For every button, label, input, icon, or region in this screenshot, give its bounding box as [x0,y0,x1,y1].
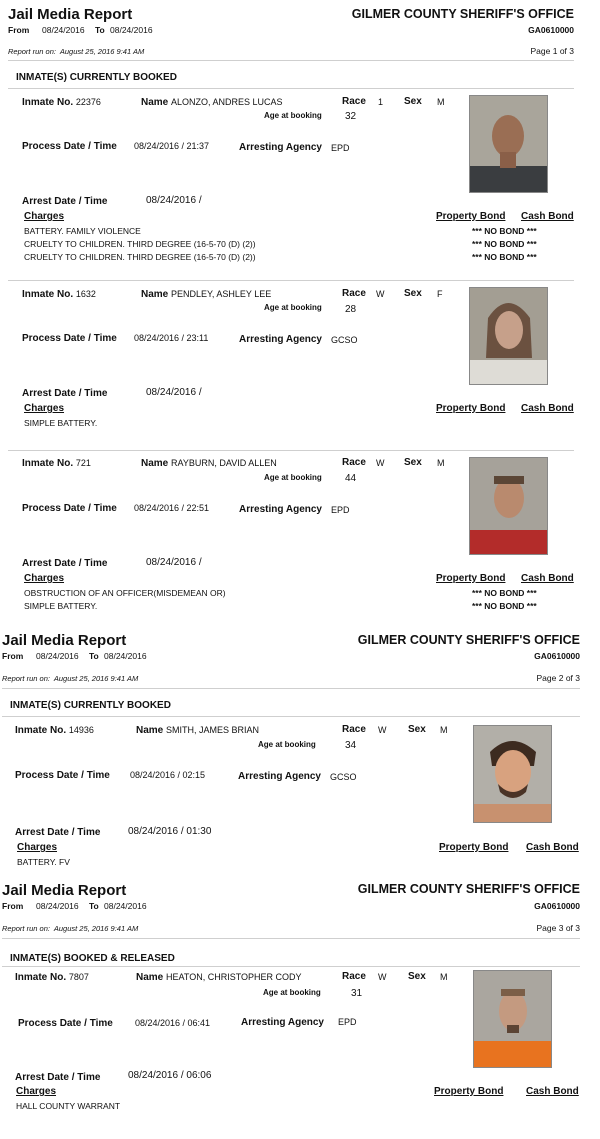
race-value: 1 [378,97,384,107]
age-value: 32 [345,111,357,122]
arrest-value: 08/24/2016 / [146,387,202,398]
property-bond-label: Property Bond [436,211,506,222]
arrest-label: Arrest Date / Time [22,196,108,207]
arrest-label: Arrest Date / Time [22,558,108,569]
age-value: 34 [345,740,357,751]
sex-value: M [437,458,445,468]
property-bond-label: Property Bond [436,403,506,414]
sex-label: Sex [404,457,422,468]
charge-item: BATTERY. FAMILY VIOLENCE [24,226,141,236]
process-label: Process Date / Time [22,333,117,344]
inmate-no-label: Inmate No. 14936 [15,725,94,736]
age-label: Age at booking [264,111,322,120]
sex-label: Sex [404,96,422,107]
charge-item: HALL COUNTY WARRANT [16,1101,121,1111]
page-number: Page 1 of 3 [530,46,574,56]
section-title: INMATE(S) CURRENTLY BOOKED [10,700,171,711]
from-label: From [2,651,24,661]
process-value: 08/24/2016 / 02:15 [130,770,206,780]
race-label: Race [342,457,366,468]
name-field: Name HEATON, CHRISTOPHER CODY [136,972,302,983]
agency-label: Arresting Agency [239,142,322,153]
charge-item: OBSTRUCTION OF AN OFFICER(MISDEMEAN OR) [24,588,226,598]
report-run-on: Report run on: August 25, 2016 9:41 AM [2,924,139,933]
age-value: 44 [345,473,357,484]
charge-item: CRUELTY TO CHILDREN. THIRD DEGREE (16-5-70 (D) (2)) [24,252,256,262]
from-date: 08/24/2016 [36,901,79,911]
to-label: To [95,25,105,35]
arrest-value: 08/24/2016 / 01:30 [128,826,212,837]
agency-label: Arresting Agency [238,771,321,782]
arrest-value: 08/24/2016 / [146,195,202,206]
mugshot-image [469,95,548,193]
charges-label: Charges [24,403,65,414]
process-value: 08/24/2016 / 22:51 [134,503,210,513]
race-label: Race [342,288,366,299]
sex-value: M [440,972,448,982]
process-value: 08/24/2016 / 06:41 [135,1018,211,1028]
office-name: GILMER COUNTY SHERIFF'S OFFICE [351,7,574,21]
race-value: W [378,725,387,735]
report-run-on: Report run on: August 25, 2016 9:41 AM [2,674,139,683]
mugshot-image [469,457,548,555]
from-date: 08/24/2016 [42,25,85,35]
inmate-no-label: Inmate No. 7807 [15,972,89,983]
agency-value: GCSO [330,772,357,782]
charge-item: BATTERY. FV [17,857,70,867]
office-name: GILMER COUNTY SHERIFF'S OFFICE [357,633,580,647]
inmate-no-label: Inmate No. 1632 [22,289,96,300]
property-bond-label: Property Bond [436,573,506,584]
sex-label: Sex [408,971,426,982]
page-number: Page 2 of 3 [536,673,580,683]
age-value: 28 [345,304,357,315]
report-title: Jail Media Report [2,632,127,649]
sex-value: M [437,97,445,107]
sex-label: Sex [404,288,422,299]
ori-code: GA0610000 [534,651,580,661]
name-field: Name RAYBURN, DAVID ALLEN [141,458,277,469]
name-field: Name ALONZO, ANDRES LUCAS [141,97,283,108]
agency-value: EPD [331,143,350,153]
name-field: Name PENDLEY, ASHLEY LEE [141,289,272,300]
age-label: Age at booking [264,303,322,312]
report-run-on: Report run on: August 25, 2016 9:41 AM [8,47,145,56]
to-date: 08/24/2016 [104,651,147,661]
agency-label: Arresting Agency [241,1017,324,1028]
bond-status: *** NO BOND *** [472,226,537,236]
race-label: Race [342,724,366,735]
bond-status: *** NO BOND *** [472,588,537,598]
sex-value: F [437,289,443,299]
agency-label: Arresting Agency [239,504,322,515]
arrest-label: Arrest Date / Time [15,1072,101,1083]
section-title: INMATE(S) BOOKED & RELEASED [10,953,175,964]
race-value: W [376,458,385,468]
age-label: Age at booking [258,740,316,749]
arrest-label: Arrest Date / Time [22,388,108,399]
from-label: From [8,25,30,35]
mugshot-image [469,287,548,385]
cash-bond-label: Cash Bond [526,842,579,853]
from-label: From [2,901,24,911]
race-label: Race [342,971,366,982]
process-label: Process Date / Time [22,503,117,514]
report-title: Jail Media Report [8,6,133,23]
cash-bond-label: Cash Bond [521,211,574,222]
charge-item: SIMPLE BATTERY. [24,418,98,428]
charges-label: Charges [16,1086,57,1097]
arrest-label: Arrest Date / Time [15,827,101,838]
race-value: W [378,972,387,982]
bond-status: *** NO BOND *** [472,252,537,262]
agency-value: EPD [331,505,350,515]
charges-label: Charges [24,573,65,584]
to-date: 08/24/2016 [110,25,153,35]
charges-label: Charges [17,842,58,853]
process-value: 08/24/2016 / 23:11 [134,333,209,343]
process-value: 08/24/2016 / 21:37 [134,141,210,151]
name-field: Name SMITH, JAMES BRIAN [136,725,260,736]
to-label: To [89,901,99,911]
property-bond-label: Property Bond [439,842,509,853]
process-label: Process Date / Time [15,770,110,781]
age-label: Age at booking [264,473,322,482]
cash-bond-label: Cash Bond [526,1086,579,1097]
property-bond-label: Property Bond [434,1086,504,1097]
charge-item: CRUELTY TO CHILDREN. THIRD DEGREE (16-5-70 (D) (2)) [24,239,256,249]
ori-code: GA0610000 [528,25,574,35]
to-label: To [89,651,99,661]
bond-status: *** NO BOND *** [472,239,537,249]
page-number: Page 3 of 3 [536,923,580,933]
sex-value: M [440,725,448,735]
inmate-no-label: Inmate No. 22376 [22,97,101,108]
agency-value: GCSO [331,335,358,345]
charges-label: Charges [24,211,65,222]
mugshot-image [473,725,552,823]
cash-bond-label: Cash Bond [521,573,574,584]
arrest-value: 08/24/2016 / [146,557,202,568]
to-date: 08/24/2016 [104,901,147,911]
report-title: Jail Media Report [2,882,127,899]
cash-bond-label: Cash Bond [521,403,574,414]
race-label: Race [342,96,366,107]
arrest-value: 08/24/2016 / 06:06 [128,1070,212,1081]
charge-item: SIMPLE BATTERY. [24,601,98,611]
ori-code: GA0610000 [534,901,580,911]
agency-value: EPD [338,1017,357,1027]
race-value: W [376,289,385,299]
office-name: GILMER COUNTY SHERIFF'S OFFICE [357,882,580,896]
inmate-no-label: Inmate No. 721 [22,458,91,469]
mugshot-image [473,970,552,1068]
age-label: Age at booking [263,988,321,997]
process-label: Process Date / Time [18,1018,113,1029]
from-date: 08/24/2016 [36,651,79,661]
sex-label: Sex [408,724,426,735]
bond-status: *** NO BOND *** [472,601,537,611]
section-title: INMATE(S) CURRENTLY BOOKED [16,72,177,83]
age-value: 31 [351,988,363,999]
agency-label: Arresting Agency [239,334,322,345]
process-label: Process Date / Time [22,141,117,152]
